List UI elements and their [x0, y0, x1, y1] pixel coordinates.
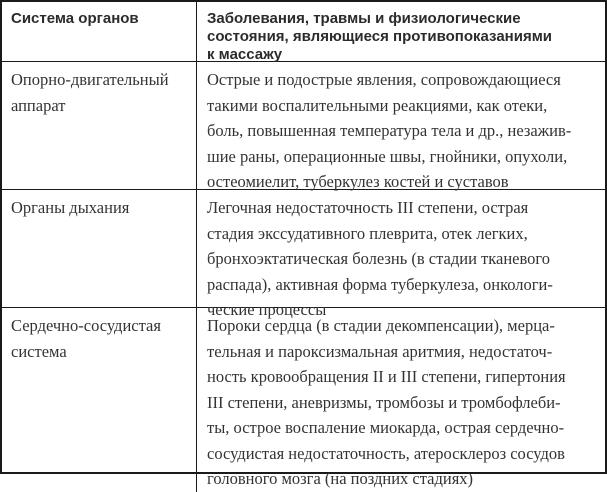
- table-row-1-system: [2, 62, 197, 190]
- table-row-3-contraindications: [197, 308, 605, 492]
- contraindication-text: III степени, аневризмы, тромбозы и тромбофлеби-: [207, 392, 561, 412]
- contraindication-text: шие раны, операционные швы, гнойники, опухоли,: [207, 146, 568, 166]
- contraindication-text: распада), активная форма туберкулеза, онкологи-: [207, 274, 553, 294]
- table-row-3-system: [2, 308, 197, 492]
- contraindication-text: боль, повышенная температура тела и др., незажив-: [207, 121, 572, 140]
- contraindication-text: такими воспалительными реакциями, как отеки,: [207, 95, 548, 115]
- contraindication-text: бронхоэктатическая болезнь (в стадии тканевого: [207, 249, 551, 268]
- contraindication-text: головного мозга (на поздних стадиях): [207, 469, 474, 488]
- contraindication-text: ческие процессы: [207, 300, 327, 319]
- contraindication-text: остеомиелит, туберкулез костей и суставов: [207, 172, 509, 191]
- contraindication-text: ность кровообращения II и III степени, гипертония: [207, 367, 566, 386]
- header-text: состояния, являющиеся противопоказаниями: [207, 28, 553, 45]
- header-text: Заболевания, травмы и физиологические: [207, 10, 521, 27]
- table-row-2-contraindications: [197, 190, 605, 319]
- contraindication-text: Легочная недостаточность III степени, острая: [207, 198, 529, 217]
- contraindication-text: сосудистая недостаточность, атеросклероз сосудов: [207, 443, 565, 463]
- system-text: Сердечно-сосудистая: [11, 316, 161, 335]
- system-text: аппарат: [11, 95, 66, 115]
- header-cell-organ-system: [2, 2, 197, 62]
- table-row-1-contraindications: [197, 62, 605, 190]
- contraindication-text: Острые и подострые явления, сопровождающиеся: [207, 70, 561, 89]
- contraindication-text: стадия экссудативного плеврита, отек легких,: [207, 223, 528, 243]
- system-text: система: [11, 341, 67, 361]
- header-text: к массажу: [207, 46, 283, 63]
- contraindication-text: тельная и пароксизмальная аритмия, недостаточ-: [207, 341, 553, 361]
- header-cell-contraindications: [197, 2, 605, 62]
- contraindication-text: Пороки сердца (в стадии декомпенсации), мерца-: [207, 316, 555, 335]
- contraindication-text: ты, острое воспаление миокарда, острая сердечно-: [207, 418, 565, 437]
- table-row-2-system: [2, 190, 197, 308]
- header-text: Система органов: [11, 10, 139, 27]
- system-text: Органы дыхания: [11, 198, 130, 217]
- system-text: Опорно-двигательный: [11, 70, 169, 89]
